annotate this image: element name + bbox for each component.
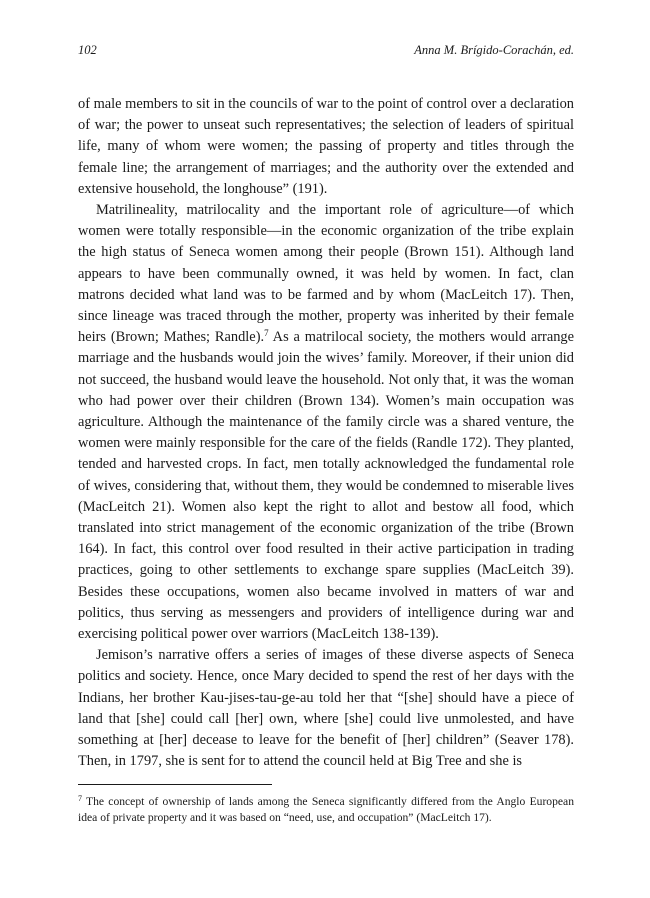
footnote-number: 7 bbox=[78, 794, 82, 803]
footnote-reference[interactable]: 7 bbox=[264, 328, 269, 339]
paragraph-continued: of male members to sit in the councils of war to the point of control over a declaration of war; the power to unseat such representatives; the selection of leaders of spiritual life, many of whom were women; the passing of property and titles through the female line; the arrangement of marriages; and the authority over the extended and extensive household, the longhouse” (191). bbox=[78, 96, 574, 197]
paragraph-text: Matrilineality, matrilocality and the important role of agriculture—of which women were totally responsible—in the economic organization of the tribe explain the high status of Seneca women among their people (Brown 151). Although land appears to have been communally owned, it was held by women. In fact, clan matrons decided what land was to be farmed and by whom (MacLeitch 17). Then, since lineage was traced through the mother, property was inherited by their female heirs (Brown; Mathes; Randle). bbox=[78, 202, 574, 346]
page-header bbox=[78, 43, 574, 61]
footnote-divider bbox=[78, 784, 272, 785]
footnote bbox=[78, 794, 574, 825]
running-head: Anna M. Brígido-Corachán, ed. bbox=[414, 43, 574, 57]
paragraph-matrilineality bbox=[78, 200, 574, 645]
paragraph-jemison: Jemison’s narrative offers a series of images of these diverse aspects of Seneca politics and society. Hence, once Mary decided to spend the rest of her days with the Indians, her brother Kau-jises-tau-ge-au told her that “[she] should have a piece of land that [she] could call [her] own, where [she] could live unmolested, and have something at [her] decease to leave for the benefit of [her] children” (Seaver 178). Then, in 1797, she is sent for to attend the council held at Big Tree and she is bbox=[78, 647, 574, 770]
paragraph-text: As a matrilocal society, the mothers would arrange marriage and the husbands would join the wives’ family. Moreover, if their union did not succeed, the husband would leave the household. Not only that, it was the woman who had power over their children (Brown 134). Women’s main occupation was agriculture. Although the maintenance of the family circle was a shared venture, the women were mainly responsible for the care of the fields (Randle 172). They planted, tended and harvested crops. In fact, men totally acknowledged the fundamental role of wives, considering that, without them, they would be condemned to miserable lives (MacLeitch 21). Women also kept the right to allot and bestow all food, which translated into strict management of the economic organization of the tribe (Brown 164). In fact, this control over food resulted in their active participation in trading practices, going to other settlements to exchange spare supplies (MacLeitch 39). Besides these occupations, women also became involved in matters of war and politics, thus serving as messengers and providers of intelligence during war and exercising political power over warriors (MacLeitch 138-139). bbox=[78, 329, 575, 643]
footnote-text: The concept of ownership of lands among the Seneca significantly differed from the Anglo European idea of private property and it was based on “need, use, and occupation” (MacLeitch 17). bbox=[78, 795, 574, 824]
body-text bbox=[78, 94, 574, 773]
page-number: 102 bbox=[78, 43, 97, 57]
